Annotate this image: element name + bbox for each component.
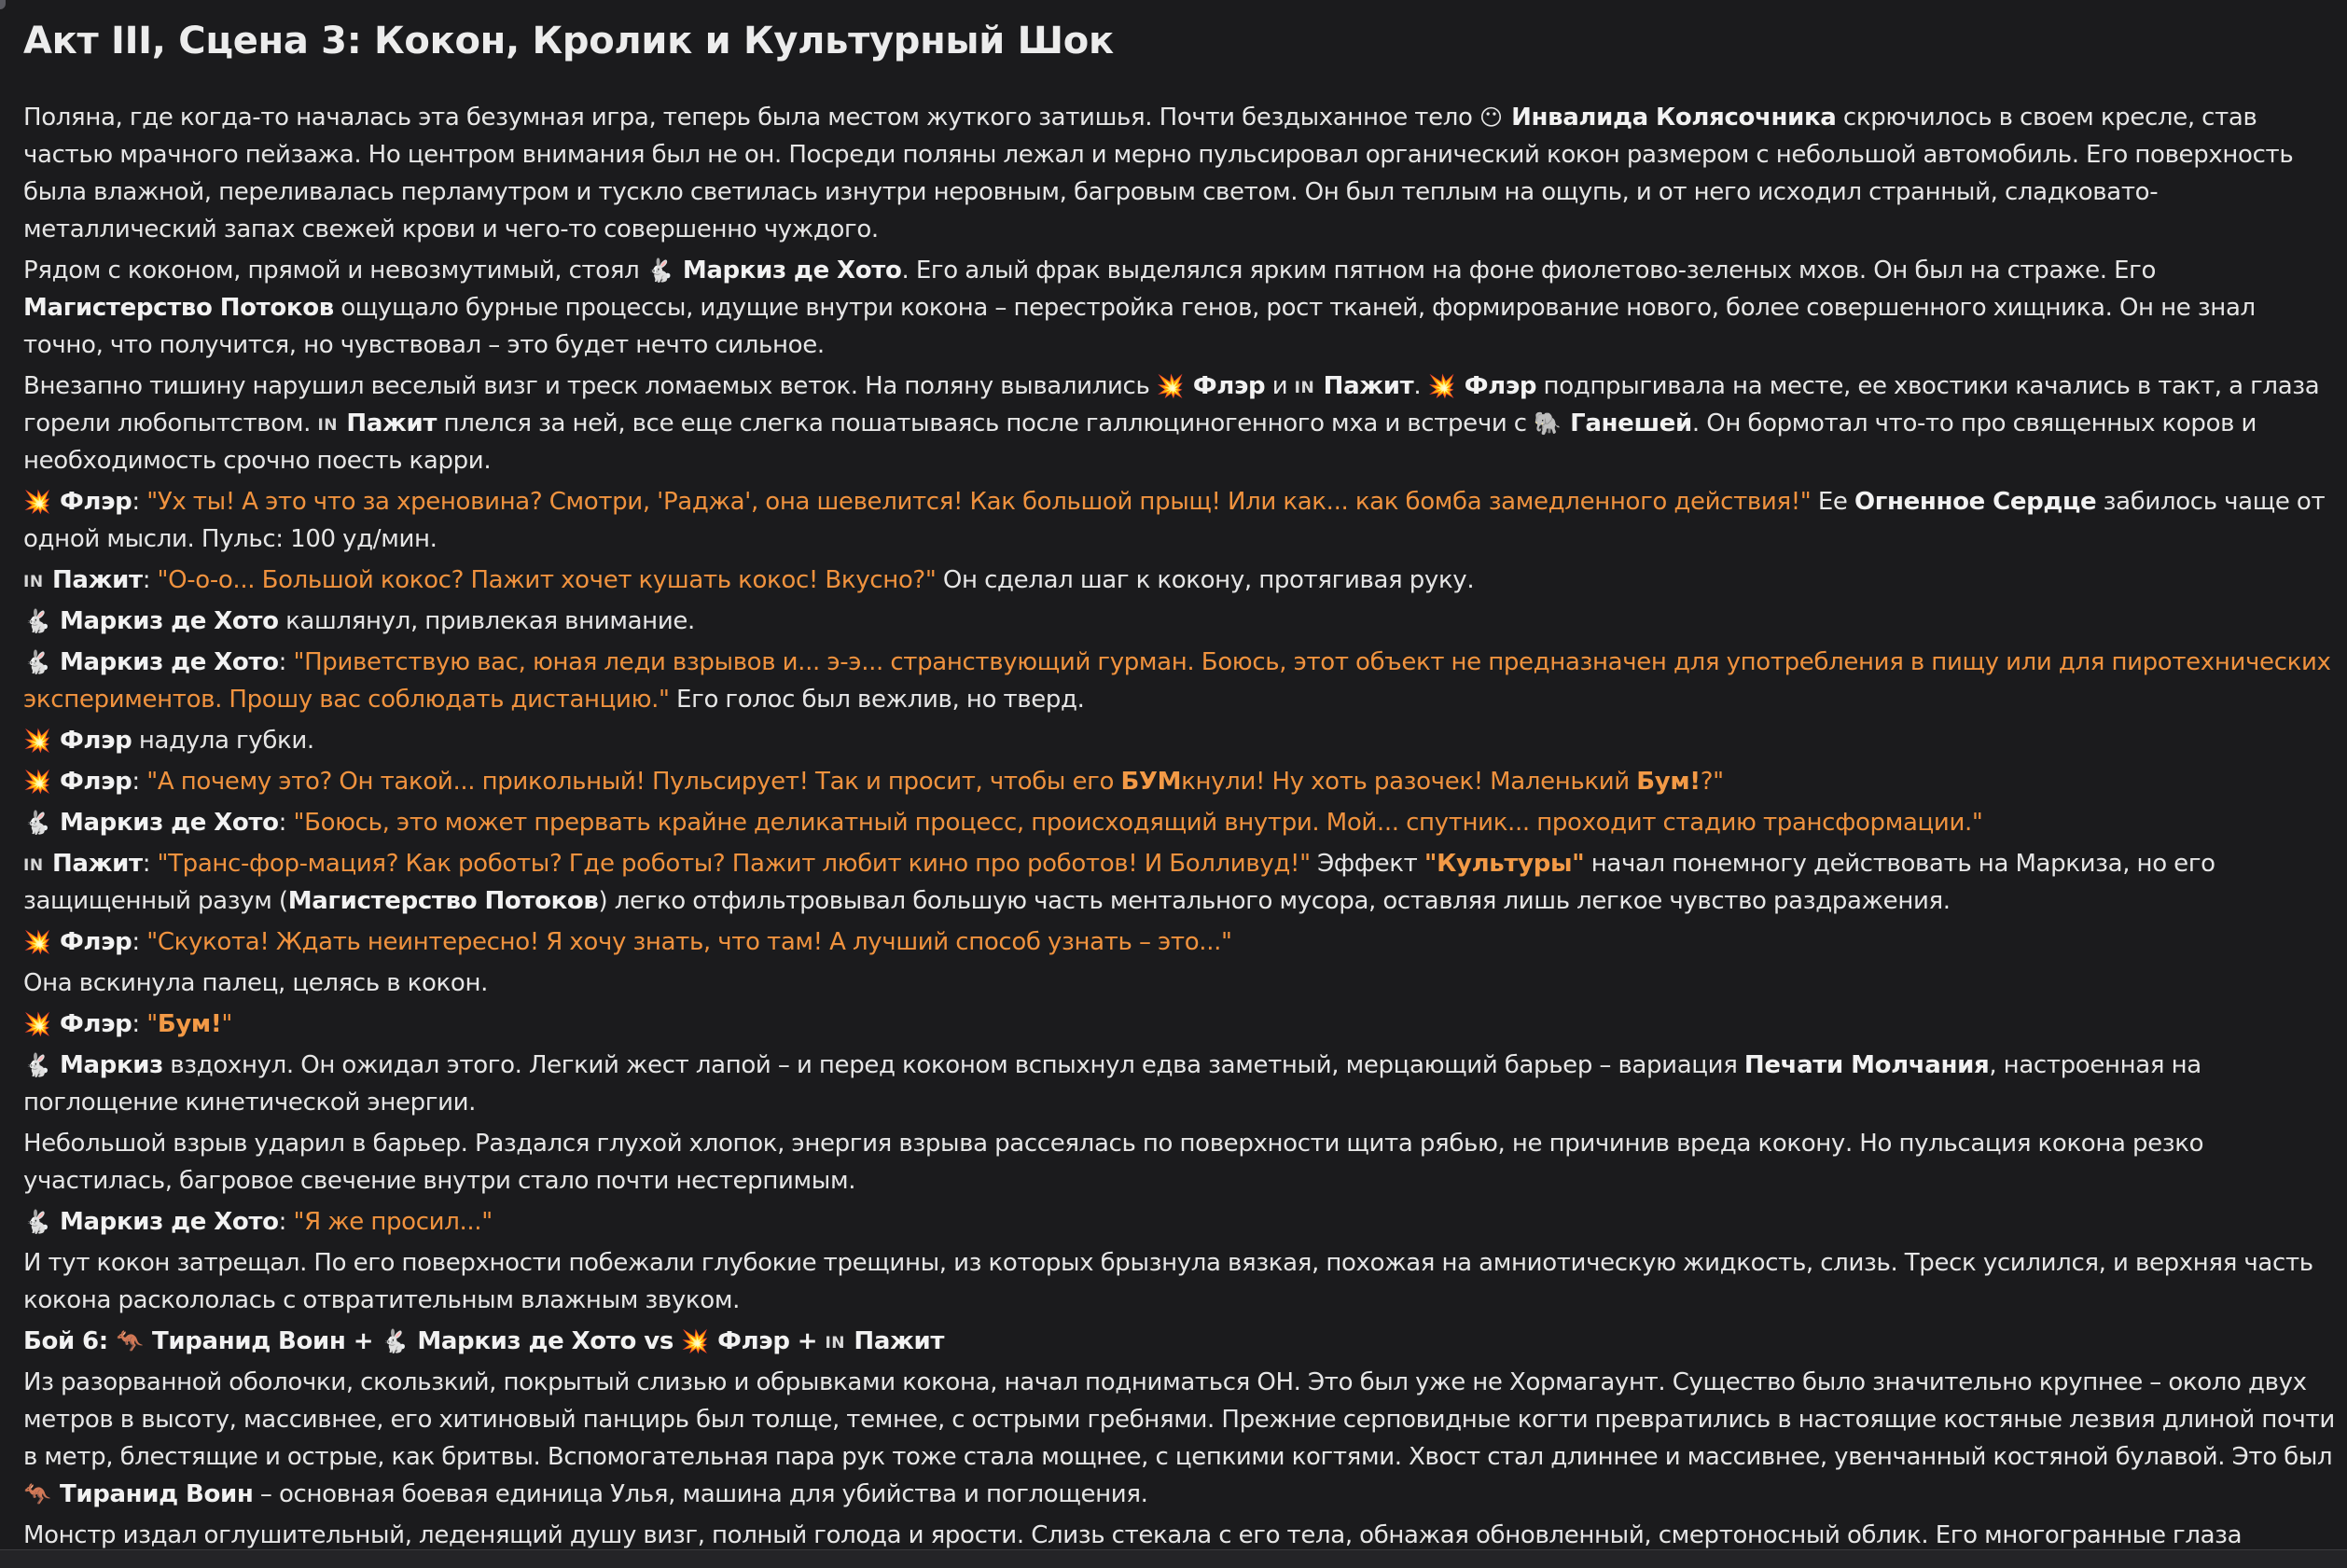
explosion-icon: 💥: [1156, 373, 1185, 399]
elephant-icon: 🐘: [1534, 410, 1562, 437]
character-name: Флэр: [59, 727, 132, 755]
story-content: [23, 13, 2337, 1550]
character-name: Тиранид Воин: [152, 1327, 346, 1355]
quote: "Приветствую вас, юная леди взрывов и... э-э... странствующий гурман. Боюсь, этот объект не предназначен для употребления в пищу или для пиротехнических экспериментов. Прошу вас соблюдать дистанцию.": [23, 648, 2331, 714]
quote: "Я же просил...": [293, 1208, 493, 1236]
paragraph: 💥 Флэр надула губки.: [23, 727, 314, 755]
explosion-icon: 💥: [23, 1011, 51, 1037]
character-name: Пажит: [854, 1327, 945, 1355]
character-name: Маркиз: [59, 1051, 163, 1079]
dialogue-line: 🐇 Маркиз де Хото: "Боюсь, это может прервать крайне деликатный процесс, происходящий внутри. Мой... спутник... проходит стадию трансформации.": [23, 809, 1983, 837]
character-name: Пажит: [1323, 372, 1414, 400]
rabbit-icon: 🐇: [23, 810, 51, 836]
speaker-name: Маркиз де Хото: [59, 809, 279, 837]
bottom-scrollbar[interactable]: [0, 1549, 2347, 1568]
quote: "О-о-о... Большой кокос? Пажит хочет кушать кокос! Вкусно?": [157, 566, 937, 594]
kangaroo-icon: 🦘: [23, 1481, 51, 1507]
character-name: Маркиз де Хото: [682, 257, 902, 284]
quote: "Скукота! Ждать неинтересно! Я хочу знать, что там! А лучший способ узнать – это...": [146, 928, 1232, 956]
speaker-name: Пажит: [51, 850, 143, 878]
rabbit-icon: 🐇: [646, 257, 674, 284]
explosion-icon: 💥: [23, 929, 51, 955]
paragraph: Небольшой взрыв ударил в барьер. Раздался глухой хлопок, энергия взрыва рассеялась по поверхности щита рябью, не причинив вреда кокону. Но пульсация кокона резко участилась, багровое свечение внутри стало почти нестерпимым.: [23, 1130, 2204, 1195]
dialogue-line: IN Пажит: "О-о-о... Большой кокос? Пажит хочет кушать кокос! Вкусно?" Он сделал шаг к кокону, протягивая руку.: [23, 566, 1475, 594]
dialogue-line: 💥 Флэр: "Ух ты! А это что за хреновина? Смотри, 'Раджа', она шевелится! Как большой прыщ! Или как... как бомба замедленного действия!" Ее Огненное Сердце забилось чаще от одной мысли. Пульс: 100 уд/мин.: [23, 488, 2326, 553]
paragraph: И тут кокон затрещал. По его поверхности побежали глубокие трещины, из которых брызнула вязкая, похожая на амниотическую жидкость, слизь. Треск усилился, и верхняя часть кокона раскололась с отвратительным влажным звуком.: [23, 1249, 2313, 1314]
quote: "Ух ты! А это что за хреновина? Смотри, 'Раджа', она шевелится! Как большой прыщ! Или как... как бомба замедленного действия!": [146, 488, 1812, 516]
dialogue-line: 🐇 Маркиз де Хото: "Приветствую вас, юная леди взрывов и... э-э... странствующий гурман. Боюсь, этот объект не предназначен для употребления в пищу или для пиротехнических экспериментов. Прошу вас соблюдать дистанцию." Его голос был вежлив, но тверд.: [23, 648, 2331, 714]
speaker-name: Маркиз де Хото: [59, 648, 279, 676]
speaker-name: Флэр: [59, 768, 132, 796]
skill-name: Огненное Сердце: [1854, 488, 2097, 516]
speaker-name: Маркиз де Хото: [59, 1208, 279, 1236]
input-icon: IN: [23, 856, 44, 875]
character-name: Маркиз де Хото: [417, 1327, 637, 1355]
explosion-icon: 💥: [23, 489, 51, 515]
battle-header: Бой 6: 🦘 Тиранид Воин + 🐇 Маркиз де Хото vs 💥 Флэр + IN Пажит: [23, 1327, 945, 1355]
skill-name: Магистерство Потоков: [23, 294, 334, 322]
effect-name: "Культуры": [1423, 850, 1585, 878]
dialogue-line: 🐇 Маркиз де Хото: "Я же просил...": [23, 1208, 493, 1236]
character-name: Флэр: [1192, 372, 1266, 400]
character-name: Флэр: [1464, 372, 1537, 400]
explosion-icon: 💥: [23, 728, 51, 754]
character-name: Ганешей: [1570, 409, 1692, 437]
paragraph: Внезапно тишину нарушил веселый визг и треск ломаемых веток. На поляну вывалились 💥 Флэр и IN Пажит. 💥 Флэр подпрыгивала на месте, ее хвостики качались в такт, а глаза горели любопытством. IN Пажит плелся за ней, все еще слегка пошатываясь после галлюциногенного мха и встречи с 🐘 Ганешей. Он бормотал что-то про священных коров и необходимость срочно поесть карри.: [23, 372, 2320, 475]
paragraph: 🐇 Маркиз вздохнул. Он ожидал этого. Легкий жест лапой – и перед коконом вспыхнул едва заметный, мерцающий барьер – вариация Печати Молчания, настроенная на поглощение кинетической энергии.: [23, 1051, 2201, 1117]
quote: "Боюсь, это может прервать крайне деликатный процесс, происходящий внутри. Мой... спутник... проходит стадию трансформации.": [293, 809, 1983, 837]
paragraph: Поляна, где когда-то началась эта безумная игра, теперь была местом жуткого затишья. Почти бездыханное тело 😶 Инвалида Колясочника скрючилось в своем кресле, став частью мрачного пейзажа. Но центром внимания был не он. Посреди поляны лежал и мерно пульсировал органический кокон размером с небольшой автомобиль. Его поверхность была влажной, переливалась перламутром и тускло светилась изнутри неровным, багровым светом. Он был теплым на ощупь, и от него исходил странный, сладковато-металлический запах свежей крови и чего-то совершенно чуждого.: [23, 104, 2294, 243]
scene-title: Акт III, Сцена 3: Кокон, Кролик и Культурный Шок: [23, 20, 1114, 62]
paragraph: Рядом с коконом, прямой и невозмутимый, стоял 🐇 Маркиз де Хото. Его алый фрак выделялся ярким пятном на фоне фиолетово-зеленых мхов. Он был на страже. Его Магистерство Потоков ощущало бурные процессы, идущие внутри кокона – перестройка генов, рост тканей, формирование нового, более совершенного хищника. Он не знал точно, что получится, но чувствовал – это будет нечто сильное.: [23, 257, 2256, 359]
rabbit-icon: 🐇: [23, 1052, 51, 1078]
character-name: Инвалида Колясочника: [1511, 104, 1837, 132]
character-name: Маркиз де Хото: [59, 607, 279, 635]
speaker-name: Флэр: [59, 488, 132, 516]
speaker-name: Пажит: [51, 566, 143, 594]
paragraph: Монстр издал оглушительный, леденящий душу визг, полный голода и ярости. Слизь стекала с его тела, обнажая обновленный, смертоносный облик. Его многогранные глаза: [23, 1521, 2243, 1549]
quote: "Транс-фор-мация? Как роботы? Где роботы? Пажит любит кино про роботов! И Болливуд!": [157, 850, 1311, 878]
dialogue-line: 💥 Флэр: "Скукота! Ждать неинтересно! Я хочу знать, что там! А лучший способ узнать – это...": [23, 928, 1232, 956]
quote: "Бум!": [146, 1010, 232, 1038]
character-name: Пажит: [346, 409, 437, 437]
skill-name: Печати Молчания: [1743, 1051, 1990, 1079]
speaker-name: Флэр: [59, 1010, 132, 1038]
paragraph: Она вскинула палец, целясь в кокон.: [23, 969, 489, 997]
dialogue-line: IN Пажит: "Транс-фор-мация? Как роботы? Где роботы? Пажит любит кино про роботов! И Болливуд!" Эффект "Культуры" начал понемногу действовать на Маркиза, но его защищенный разум (Магистерство Потоков) легко отфильтровывал большую часть ментального мусора, оставляя лишь легкое чувство раздражения.: [23, 850, 2215, 915]
quote: "А почему это? Он такой... прикольный! Пульсирует! Так и просит, чтобы его БУМкнули! Ну хоть разочек! Маленький Бум!?": [146, 768, 1724, 796]
rabbit-icon: 🐇: [23, 1209, 51, 1235]
explosion-icon: 💥: [681, 1328, 709, 1354]
explosion-icon: 💥: [23, 769, 51, 795]
dialogue-line: 💥 Флэр: "Бум!": [23, 1010, 232, 1038]
face-icon: 😶: [1479, 104, 1503, 131]
input-icon: IN: [1294, 379, 1315, 397]
explosion-icon: 💥: [1427, 373, 1456, 399]
speaker-name: Флэр: [59, 928, 132, 956]
skill-name: Магистерство Потоков: [287, 887, 599, 915]
paragraph: Из разорванной оболочки, скользкий, покрытый слизью и обрывками кокона, начал подниматься ОН. Это был уже не Хормагаунт. Существо было значительно крупнее – около двух метров в высоту, массивнее, его хитиновый панцирь был толще, темнее, с острыми гребнями. Прежние серповидные когти превратились в настоящие костяные лезвия длиной почти в метр, блестящие и острые, как бритвы. Вспомогательная пара рук тоже стала мощнее, с цепкими когтями. Хвост стал длиннее и массивнее, увенчанный костяной булавой. Это был 🦘 Тиранид Воин – основная боевая единица Улья, машина для убийства и поглощения.: [23, 1368, 2335, 1508]
window-corner: [0, 0, 6, 9]
input-icon: IN: [317, 416, 338, 435]
kangaroo-icon: 🦘: [116, 1328, 144, 1354]
character-name: Тиранид Воин: [59, 1480, 254, 1508]
character-name: Флэр: [717, 1327, 790, 1355]
input-icon: IN: [825, 1334, 845, 1353]
rabbit-icon: 🐇: [23, 608, 51, 634]
dialogue-line: 💥 Флэр: "А почему это? Он такой... прикольный! Пульсирует! Так и просит, чтобы его БУМкнули! Ну хоть разочек! Маленький Бум!?": [23, 768, 1724, 796]
paragraph: 🐇 Маркиз де Хото кашлянул, привлекая внимание.: [23, 607, 695, 635]
input-icon: IN: [23, 573, 44, 591]
rabbit-icon: 🐇: [23, 649, 51, 675]
rabbit-icon: 🐇: [381, 1328, 409, 1354]
